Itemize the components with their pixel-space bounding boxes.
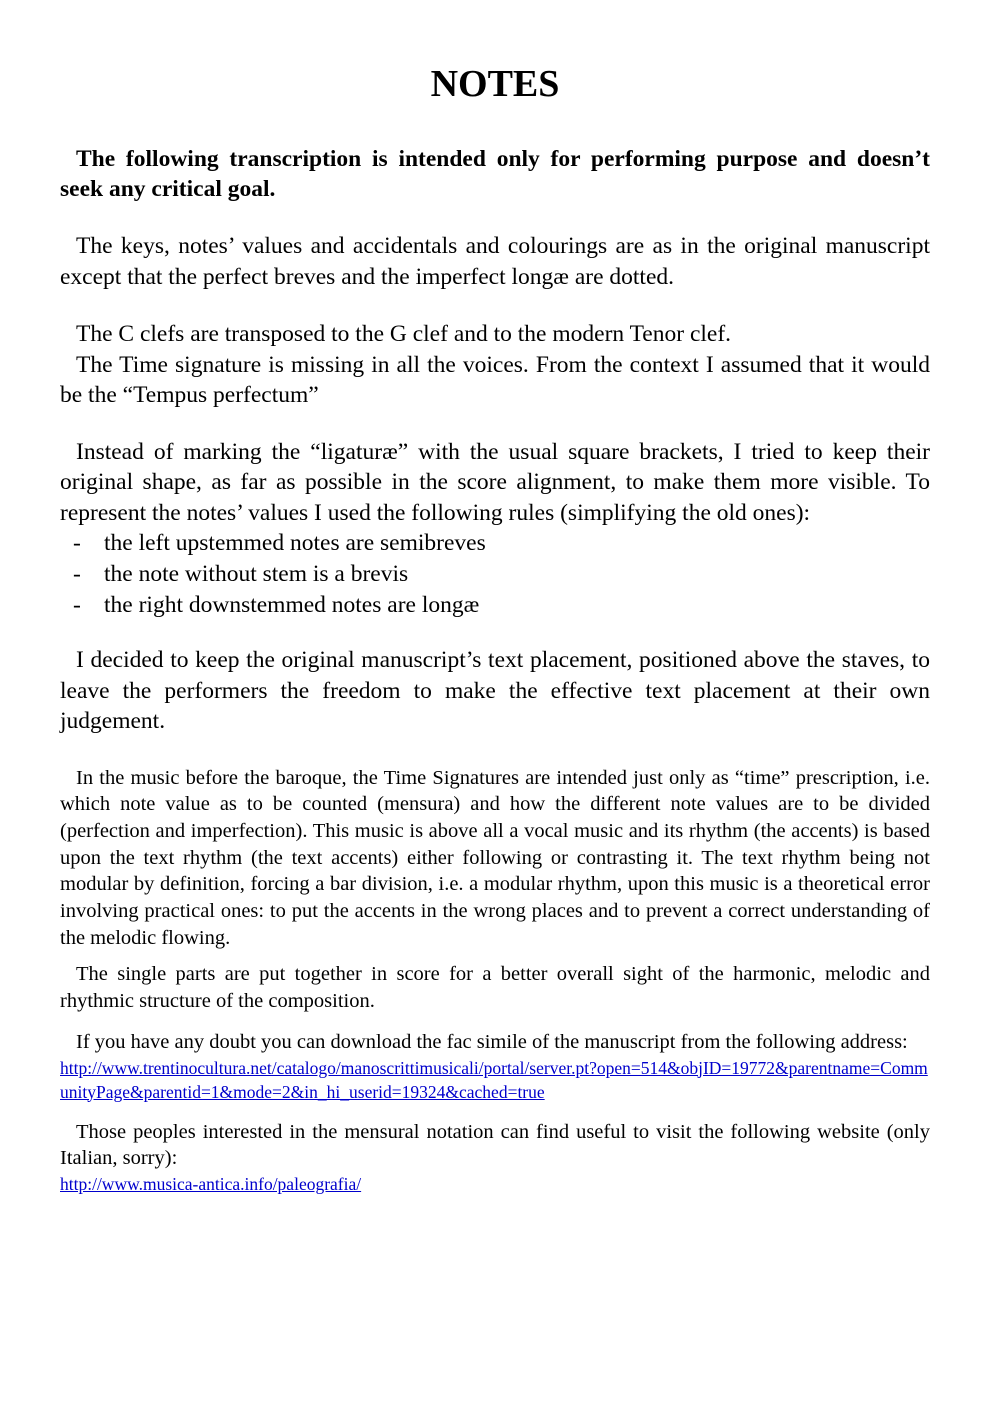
ligatures-paragraph: Instead of marking the “ligaturæ” with the usual square brackets, I tried to keep their original shape, as far as possible in the score alignment, to make them more visible. To represent the notes’ values I used the following rules (simplifying the old ones):: [60, 438, 930, 526]
page-title: NOTES: [430, 63, 560, 105]
rule-text: the right downstemmed notes are longæ: [104, 592, 480, 618]
intro-statement: The following transcription is intended only for performing purpose and doesn’t seek any critical goal.: [60, 146, 930, 202]
download-paragraph: If you have any doubt you can download the fac simile of the manuscript from the following address:: [76, 1030, 908, 1053]
rule-item: [60, 528, 930, 559]
score-paragraph: The single parts are put together in score for a better overall sight of the harmonic, melodic and rhythmic structure of the composition.: [60, 963, 930, 1013]
keys-paragraph: The keys, notes’ values and accidentals and colourings are as in the original manuscript except that the perfect breves and the imperfect longæ are dotted.: [60, 233, 930, 290]
rule-text: the left upstemmed notes are semibreves: [104, 530, 486, 556]
rule-dash: -: [73, 592, 81, 618]
rule-item: [60, 559, 930, 590]
time-signature-paragraph: The Time signature is missing in all the voices. From the context I assumed that it would be the “Tempus perfectum”: [60, 351, 930, 408]
note-value-rules: [60, 528, 930, 621]
manuscript-link[interactable]: http://www.trentinocultura.net/catalogo/manoscrittimusicali/portal/server.pt?open=514&objID=19772&parentname=CommunityPage&parentid=1&mode=2&in_hi_userid=19324&cached=true: [60, 1057, 928, 1102]
mensural-paragraph: Those peoples interested in the mensural notation can find useful to visit the following website (only Italian, sorry):: [60, 1120, 930, 1170]
rule-item: [60, 590, 930, 621]
time-signature-explanation: In the music before the baroque, the Time Signatures are intended just only as “time” prescription, i.e. which note value as to be counted (mensura) and how the different note values are to be divided (perfection and imperfection). This music is above all a vocal music and its rhythm (the accents) is based upon the text rhythm (the text accents) either following or contrasting it. The text rhythm being not modular by definition, forcing a bar division, i.e. a modular rhythm, upon this music is a theoretical error involving practical ones: to put the accents in the wrong places and to prevent a correct understanding of the melodic flowing.: [60, 766, 930, 949]
clefs-paragraph: The C clefs are transposed to the G clef and to the modern Tenor clef.: [76, 321, 732, 347]
paleografia-link[interactable]: http://www.musica-antica.info/paleografia/: [60, 1173, 362, 1194]
rule-dash: -: [73, 561, 81, 587]
rule-dash: -: [73, 530, 81, 556]
rule-text: the note without stem is a brevis: [104, 561, 409, 587]
text-placement-paragraph: I decided to keep the original manuscript’s text placement, positioned above the staves, to leave the performers the freedom to make the effective text placement at their own judgement.: [60, 647, 930, 734]
